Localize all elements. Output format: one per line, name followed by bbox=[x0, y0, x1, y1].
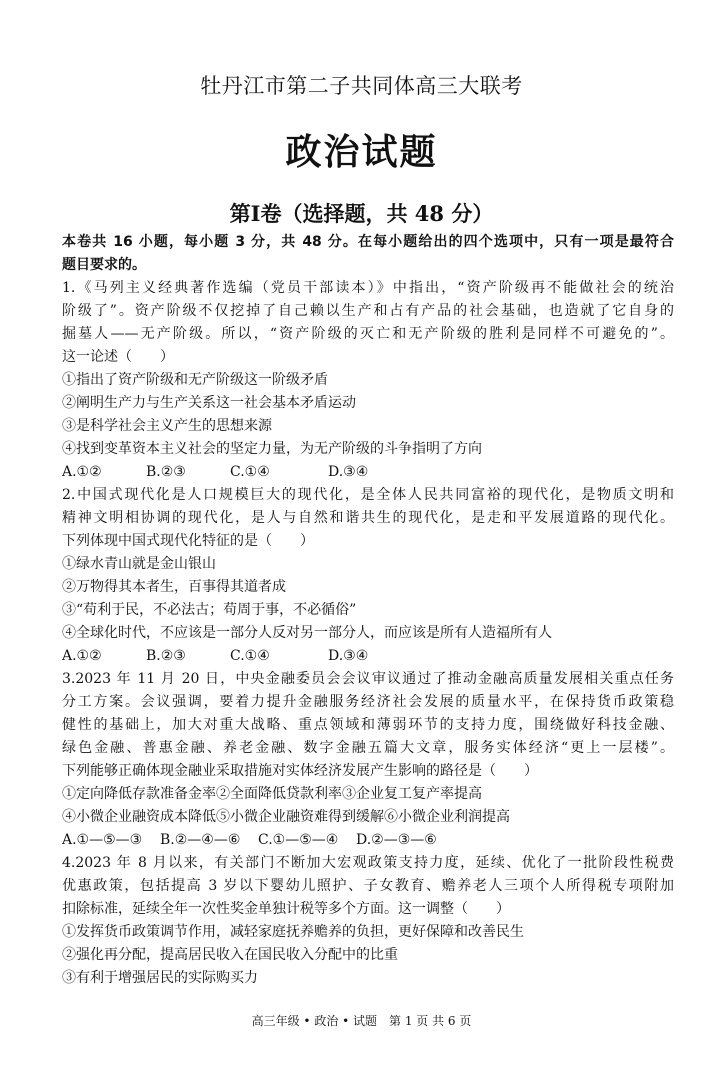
statement: ②阐明生产力与生产关系这一社会基本矛盾运动 bbox=[62, 395, 356, 411]
choice-c: C.①—⑤—④ bbox=[258, 832, 339, 848]
question-stem-line: 3.2023 年 11 月 20 日，中央金融委员会会议审议通过了推动金融高质量发展相关重点任务 bbox=[62, 671, 674, 687]
question-stem-line: 下列能够正确体现金融业采取措施对实体经济发展产生影响的路径是（ ） bbox=[62, 763, 538, 779]
question-stem-line: 1.《马列主义经典著作选编（党员干部读本）》中指出，“资产阶级再不能做社会的统治 bbox=[62, 280, 674, 296]
question-4 bbox=[62, 852, 674, 990]
question-2 bbox=[62, 484, 674, 668]
question-stem-line: 4.2023 年 8 月以来，有关部门不断加大宏观政策支持力度，延续、优化了一批阶段性税费 bbox=[62, 855, 674, 871]
choice-d: D.②—③—⑥ bbox=[356, 832, 437, 848]
question-stem-line: 优惠政策，包括提高 3 岁以下婴幼儿照护、子女教育、赡养老人三项个人所得税专项附加 bbox=[62, 878, 674, 894]
choice-b: B.②—④—⑥ bbox=[160, 832, 241, 848]
choice-a: A.①② bbox=[62, 464, 102, 480]
question-stem-line: 这一论述（ ） bbox=[62, 349, 174, 365]
statement: ④全球化时代，不应该是一部分人反对另一部分人，而应该是所有人造福所有人 bbox=[62, 625, 552, 641]
answer-choices bbox=[62, 461, 674, 484]
statement: ①指出了资产阶级和无产阶级这一阶级矛盾 bbox=[62, 372, 328, 388]
exam-title: 牡丹江市第二子共同体高三大联考 bbox=[200, 74, 523, 98]
subject-title: 政治试题 bbox=[285, 132, 438, 173]
choice-d: D.③④ bbox=[328, 648, 369, 664]
question-stem-line: 绿色金融、普惠金融、养老金融、数字金融五篇大文章，服务实体经济“更上一层楼”。 bbox=[62, 740, 674, 756]
question-3 bbox=[62, 668, 674, 852]
question-stem-line: 扣除标准，延续全年一次性奖金单独计税等多个方面。这一调整（ ） bbox=[62, 901, 510, 917]
statement: ①发挥货币政策调节作用，减轻家庭抚养赡养的负担，更好保障和改善民生 bbox=[62, 924, 524, 940]
question-stem-line: 分工方案。会议强调，要着力提升金融服务经济社会发展的质量水平，在保持货币政策稳 bbox=[62, 694, 674, 710]
question-stem-line: 阶级了”。资产阶级不仅挖掉了自己赖以生产和占有产品的社会基础，也造就了它自身的 bbox=[62, 303, 674, 319]
statement: ②万物得其本者生，百事得其道者成 bbox=[62, 579, 286, 595]
statement: ③“苟利于民，不必法古；苟周于事，不必循俗” bbox=[62, 602, 357, 618]
answer-choices bbox=[62, 645, 674, 668]
answer-choices bbox=[62, 829, 674, 852]
instruction bbox=[62, 231, 674, 277]
question-stem-line: 精神文明相协调的现代化，是人与自然和谐共生的现代化，是走和平发展道路的现代化。 bbox=[62, 510, 674, 526]
choice-d: D.③④ bbox=[328, 464, 369, 480]
instruction-line: 题目要求的。 bbox=[62, 257, 146, 273]
page-footer: 高三年级 • 政治 • 试题 第 1 页 共 6 页 bbox=[251, 1014, 472, 1028]
question-stem-line: 下列体现中国式现代化特征的是（ ） bbox=[62, 533, 314, 549]
statement: ②强化再分配，提高居民收入在国民收入分配中的比重 bbox=[62, 947, 398, 963]
choice-a: A.①—⑤—③ bbox=[62, 832, 143, 848]
question-content bbox=[62, 231, 674, 990]
instruction-line: 本卷共 16 小题，每小题 3 分，共 48 分。在每小题给出的四个选项中，只有一项是最符合 bbox=[62, 234, 674, 250]
choice-a: A.①② bbox=[62, 648, 102, 664]
choice-c: C.①④ bbox=[230, 464, 270, 480]
question-1 bbox=[62, 277, 674, 484]
question-stem-line: 2.中国式现代化是人口规模巨大的现代化，是全体人民共同富裕的现代化，是物质文明和 bbox=[62, 487, 674, 503]
choice-b: B.②③ bbox=[146, 648, 186, 664]
statement: ①绿水青山就是金山银山 bbox=[62, 556, 216, 572]
choice-b: B.②③ bbox=[146, 464, 186, 480]
statement: ④找到变革资本主义社会的坚定力量，为无产阶级的斗争指明了方向 bbox=[62, 441, 482, 457]
section-title: 第Ⅰ卷（选择题，共 48 分） bbox=[229, 201, 494, 226]
question-stem-line: 掘墓人——无产阶级。所以，“资产阶级的灭亡和无产阶级的胜利是同样不可避免的”。 bbox=[62, 326, 674, 342]
statement: ①定向降低存款准备金率②全面降低贷款利率③企业复工复产率提高 bbox=[62, 786, 482, 802]
statement: ③有利于增强居民的实际购买力 bbox=[62, 970, 258, 986]
statement: ③是科学社会主义产生的思想来源 bbox=[62, 418, 272, 434]
statement: ④小微企业融资成本降低⑤小微企业融资难得到缓解⑥小微企业利润提高 bbox=[62, 809, 510, 825]
question-stem-line: 健性的基础上，加大对重大战略、重点领域和薄弱环节的支持力度，围绕做好科技金融、 bbox=[62, 717, 674, 733]
choice-c: C.①④ bbox=[230, 648, 270, 664]
